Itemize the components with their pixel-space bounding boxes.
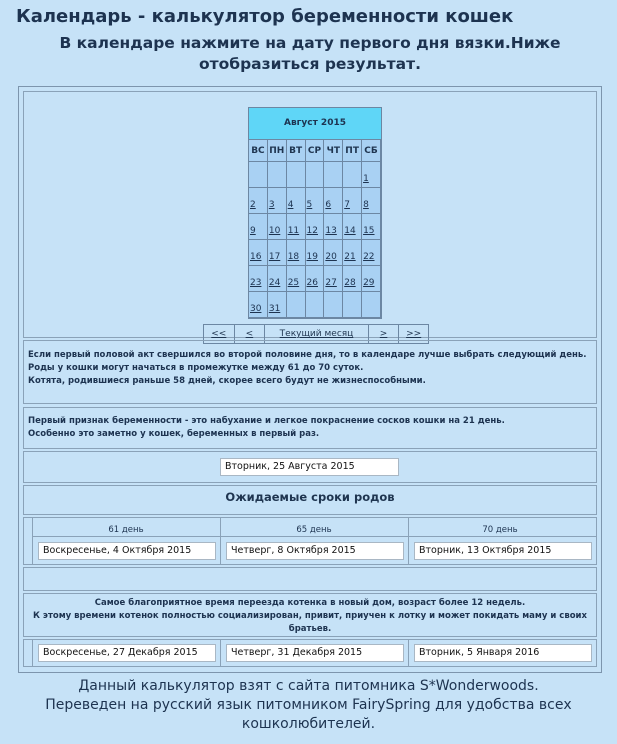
due-col-70-label: 70 день	[482, 525, 518, 535]
calendar-day-link[interactable]: 21	[344, 252, 356, 262]
calendar-day-cell	[306, 162, 325, 188]
due-date-65-field: Четверг, 8 Октября 2015	[226, 542, 404, 560]
calendar-day-cell	[287, 162, 306, 188]
calendar-day-cell[interactable]	[343, 240, 362, 266]
info-line-1: Если первый половой акт свершился во второй половине дня, то в календаре лучше выбрать следующий день.	[28, 350, 587, 360]
calendar-day-cell[interactable]	[324, 214, 343, 240]
calendar-day-link[interactable]: 26	[306, 278, 318, 288]
weekday-header: ВТ	[287, 140, 306, 162]
sign-line-2: Особенно это заметно у кошек, беременных в первый раз.	[28, 429, 320, 439]
move-date-1-field: Воскресенье, 27 Декабря 2015	[38, 644, 216, 662]
calendar-container	[198, 97, 428, 341]
calendar-grid	[249, 140, 381, 318]
due-col-65-label: 65 день	[296, 525, 332, 535]
calendar-day-cell[interactable]	[249, 292, 268, 318]
due-dates-row	[23, 517, 597, 565]
due-heading: Ожидаемые сроки родов	[225, 490, 395, 504]
weekday-header: ПТ	[343, 140, 362, 162]
next-year-button[interactable]: >>	[406, 329, 422, 339]
calendar-day-link[interactable]: 24	[268, 278, 281, 288]
move-dates-row	[23, 639, 597, 667]
info-line-3: Котята, родившиеся раньше 58 дней, скорее всего будут не жизнеспособными.	[28, 376, 426, 386]
calendar-day-cell[interactable]	[306, 240, 325, 266]
weekday-header: СБ	[362, 140, 381, 162]
calendar-day-cell[interactable]	[343, 266, 362, 292]
due-date-61-field: Воскресенье, 4 Октября 2015	[38, 542, 216, 560]
calendar-day-cell[interactable]	[362, 266, 381, 292]
calendar-day-cell	[287, 292, 306, 318]
calendar-day-link[interactable]: 14	[344, 226, 356, 236]
calendar-day-cell	[268, 162, 287, 188]
next-month-button[interactable]: >	[369, 325, 400, 343]
calendar-day-link[interactable]: 7	[344, 200, 350, 210]
move-line-3: братьев.	[288, 624, 332, 634]
calendar-day-link[interactable]: 13	[325, 226, 337, 236]
calendar-day-link[interactable]: 27	[325, 278, 337, 288]
weekday-header: ПН	[268, 140, 287, 162]
calendar-day-link[interactable]: 15	[363, 226, 375, 236]
weekday-header: ЧТ	[324, 140, 343, 162]
calendar-day-cell[interactable]	[306, 188, 325, 214]
calendar-day-cell[interactable]	[324, 240, 343, 266]
calendar-day-cell[interactable]	[343, 214, 362, 240]
sign-date-row	[23, 451, 597, 483]
calendar-day-link[interactable]: 25	[287, 278, 300, 288]
move-date-2-field: Четверг, 31 Декабря 2015	[226, 644, 404, 662]
calendar-day-cell[interactable]	[268, 292, 287, 318]
calendar-day-link[interactable]: 6	[325, 200, 332, 210]
move-info-row	[23, 593, 597, 637]
footer	[0, 677, 617, 734]
calendar-day-link[interactable]: 2	[250, 200, 256, 210]
calendar-day-link[interactable]: 10	[268, 226, 281, 236]
calendar-month-title: Август 2015	[249, 108, 381, 140]
calendar-day-cell[interactable]	[249, 266, 268, 292]
calendar-day-link[interactable]: 12	[306, 226, 318, 236]
calendar-day-link[interactable]: 1	[363, 174, 369, 184]
calendar-day-link[interactable]: 3	[268, 200, 275, 210]
sign-line-1: Первый признак беременности - это набухание и легкое покраснение сосков кошки на 21 день.	[28, 416, 505, 426]
calendar-day-link[interactable]: 31	[268, 304, 281, 314]
calendar-day-link[interactable]: 19	[306, 252, 318, 262]
calendar-day-link[interactable]: 30	[250, 304, 262, 314]
calendar-day-cell[interactable]	[268, 266, 287, 292]
calendar-day-cell[interactable]	[249, 214, 268, 240]
calendar-day-cell[interactable]	[268, 214, 287, 240]
calendar-day-link[interactable]: 17	[268, 252, 281, 262]
calendar-day-link[interactable]: 9	[250, 226, 256, 236]
footer-line-2: Переведен на русский язык питомником FairySpring для удобства всех	[45, 697, 572, 713]
calendar-day-cell	[343, 292, 362, 318]
calendar-day-cell[interactable]	[287, 240, 306, 266]
calendar-day-link[interactable]: 22	[363, 252, 375, 262]
current-month-button[interactable]: Текущий месяц	[265, 325, 369, 343]
calendar-day-cell[interactable]	[249, 240, 268, 266]
sign-info-row	[23, 407, 597, 449]
calendar-day-cell	[362, 292, 381, 318]
calendar-day-link[interactable]: 5	[306, 200, 313, 210]
spacer-row	[23, 567, 597, 591]
calendar-day-link[interactable]: 11	[287, 226, 300, 236]
calendar-day-cell	[324, 292, 343, 318]
calendar-day-cell	[343, 162, 362, 188]
calculator-frame	[18, 86, 602, 673]
move-line-2: К этому времени котенок полностью социализирован, привит, приучен к лотку и может покидать маму и своих	[33, 611, 587, 621]
calendar-day-cell[interactable]	[362, 214, 381, 240]
calendar-day-link[interactable]: 23	[250, 278, 262, 288]
due-heading-row	[23, 485, 597, 515]
calendar-day-cell[interactable]	[268, 188, 287, 214]
footer-line-1: Данный калькулятор взят с сайта питомника S*Wonderwoods.	[78, 678, 539, 694]
calendar-day-link[interactable]: 29	[363, 278, 375, 288]
calendar-day-cell[interactable]	[324, 188, 343, 214]
calendar-day-cell[interactable]	[324, 266, 343, 292]
weekday-header: ВС	[249, 140, 268, 162]
calendar-day-link[interactable]: 18	[287, 252, 300, 262]
calendar-day-cell[interactable]	[362, 188, 381, 214]
calendar-day-cell	[249, 162, 268, 188]
due-date-70-field: Вторник, 13 Октября 2015	[414, 542, 592, 560]
due-col-61-label: 61 день	[108, 525, 144, 535]
calendar-day-cell[interactable]	[343, 188, 362, 214]
calendar-day-cell[interactable]	[287, 188, 306, 214]
calendar-day-cell[interactable]	[306, 266, 325, 292]
calendar	[248, 107, 382, 319]
calendar-day-link[interactable]: 8	[363, 200, 369, 210]
prev-year-button[interactable]: <<	[204, 325, 235, 343]
info-row	[23, 340, 597, 404]
calendar-day-link[interactable]: 16	[250, 252, 262, 262]
calendar-day-cell[interactable]	[268, 240, 287, 266]
calendar-day-cell[interactable]	[287, 214, 306, 240]
calendar-day-cell[interactable]	[287, 266, 306, 292]
page-title: Календарь - калькулятор беременности кошек	[16, 6, 514, 27]
prev-month-button[interactable]: <	[235, 325, 266, 343]
calendar-day-link[interactable]: 20	[325, 252, 337, 262]
info-line-2: Роды у кошки могут начаться в промежутке между 61 до 70 суток.	[28, 363, 364, 373]
sign-date-field: Вторник, 25 Августа 2015	[220, 458, 399, 476]
calendar-day-link[interactable]: 4	[287, 200, 294, 210]
move-date-3-field: Вторник, 5 Января 2016	[414, 644, 592, 662]
calendar-row	[23, 91, 597, 338]
calendar-day-cell	[306, 292, 325, 318]
calendar-day-link[interactable]: 28	[344, 278, 356, 288]
page-subtitle: В календаре нажмите на дату первого дня вязки.Ниже отобразиться результат.	[59, 34, 561, 73]
calendar-day-cell[interactable]	[249, 188, 268, 214]
calendar-day-cell[interactable]	[362, 240, 381, 266]
weekday-header: СР	[306, 140, 325, 162]
calendar-day-cell[interactable]	[362, 162, 381, 188]
calendar-day-cell	[324, 162, 343, 188]
footer-line-3: кошколюбителей.	[241, 716, 376, 732]
move-line-1: Самое благоприятное время переезда котенка в новый дом, возраст более 12 недель.	[94, 598, 526, 608]
calendar-day-cell[interactable]	[306, 214, 325, 240]
